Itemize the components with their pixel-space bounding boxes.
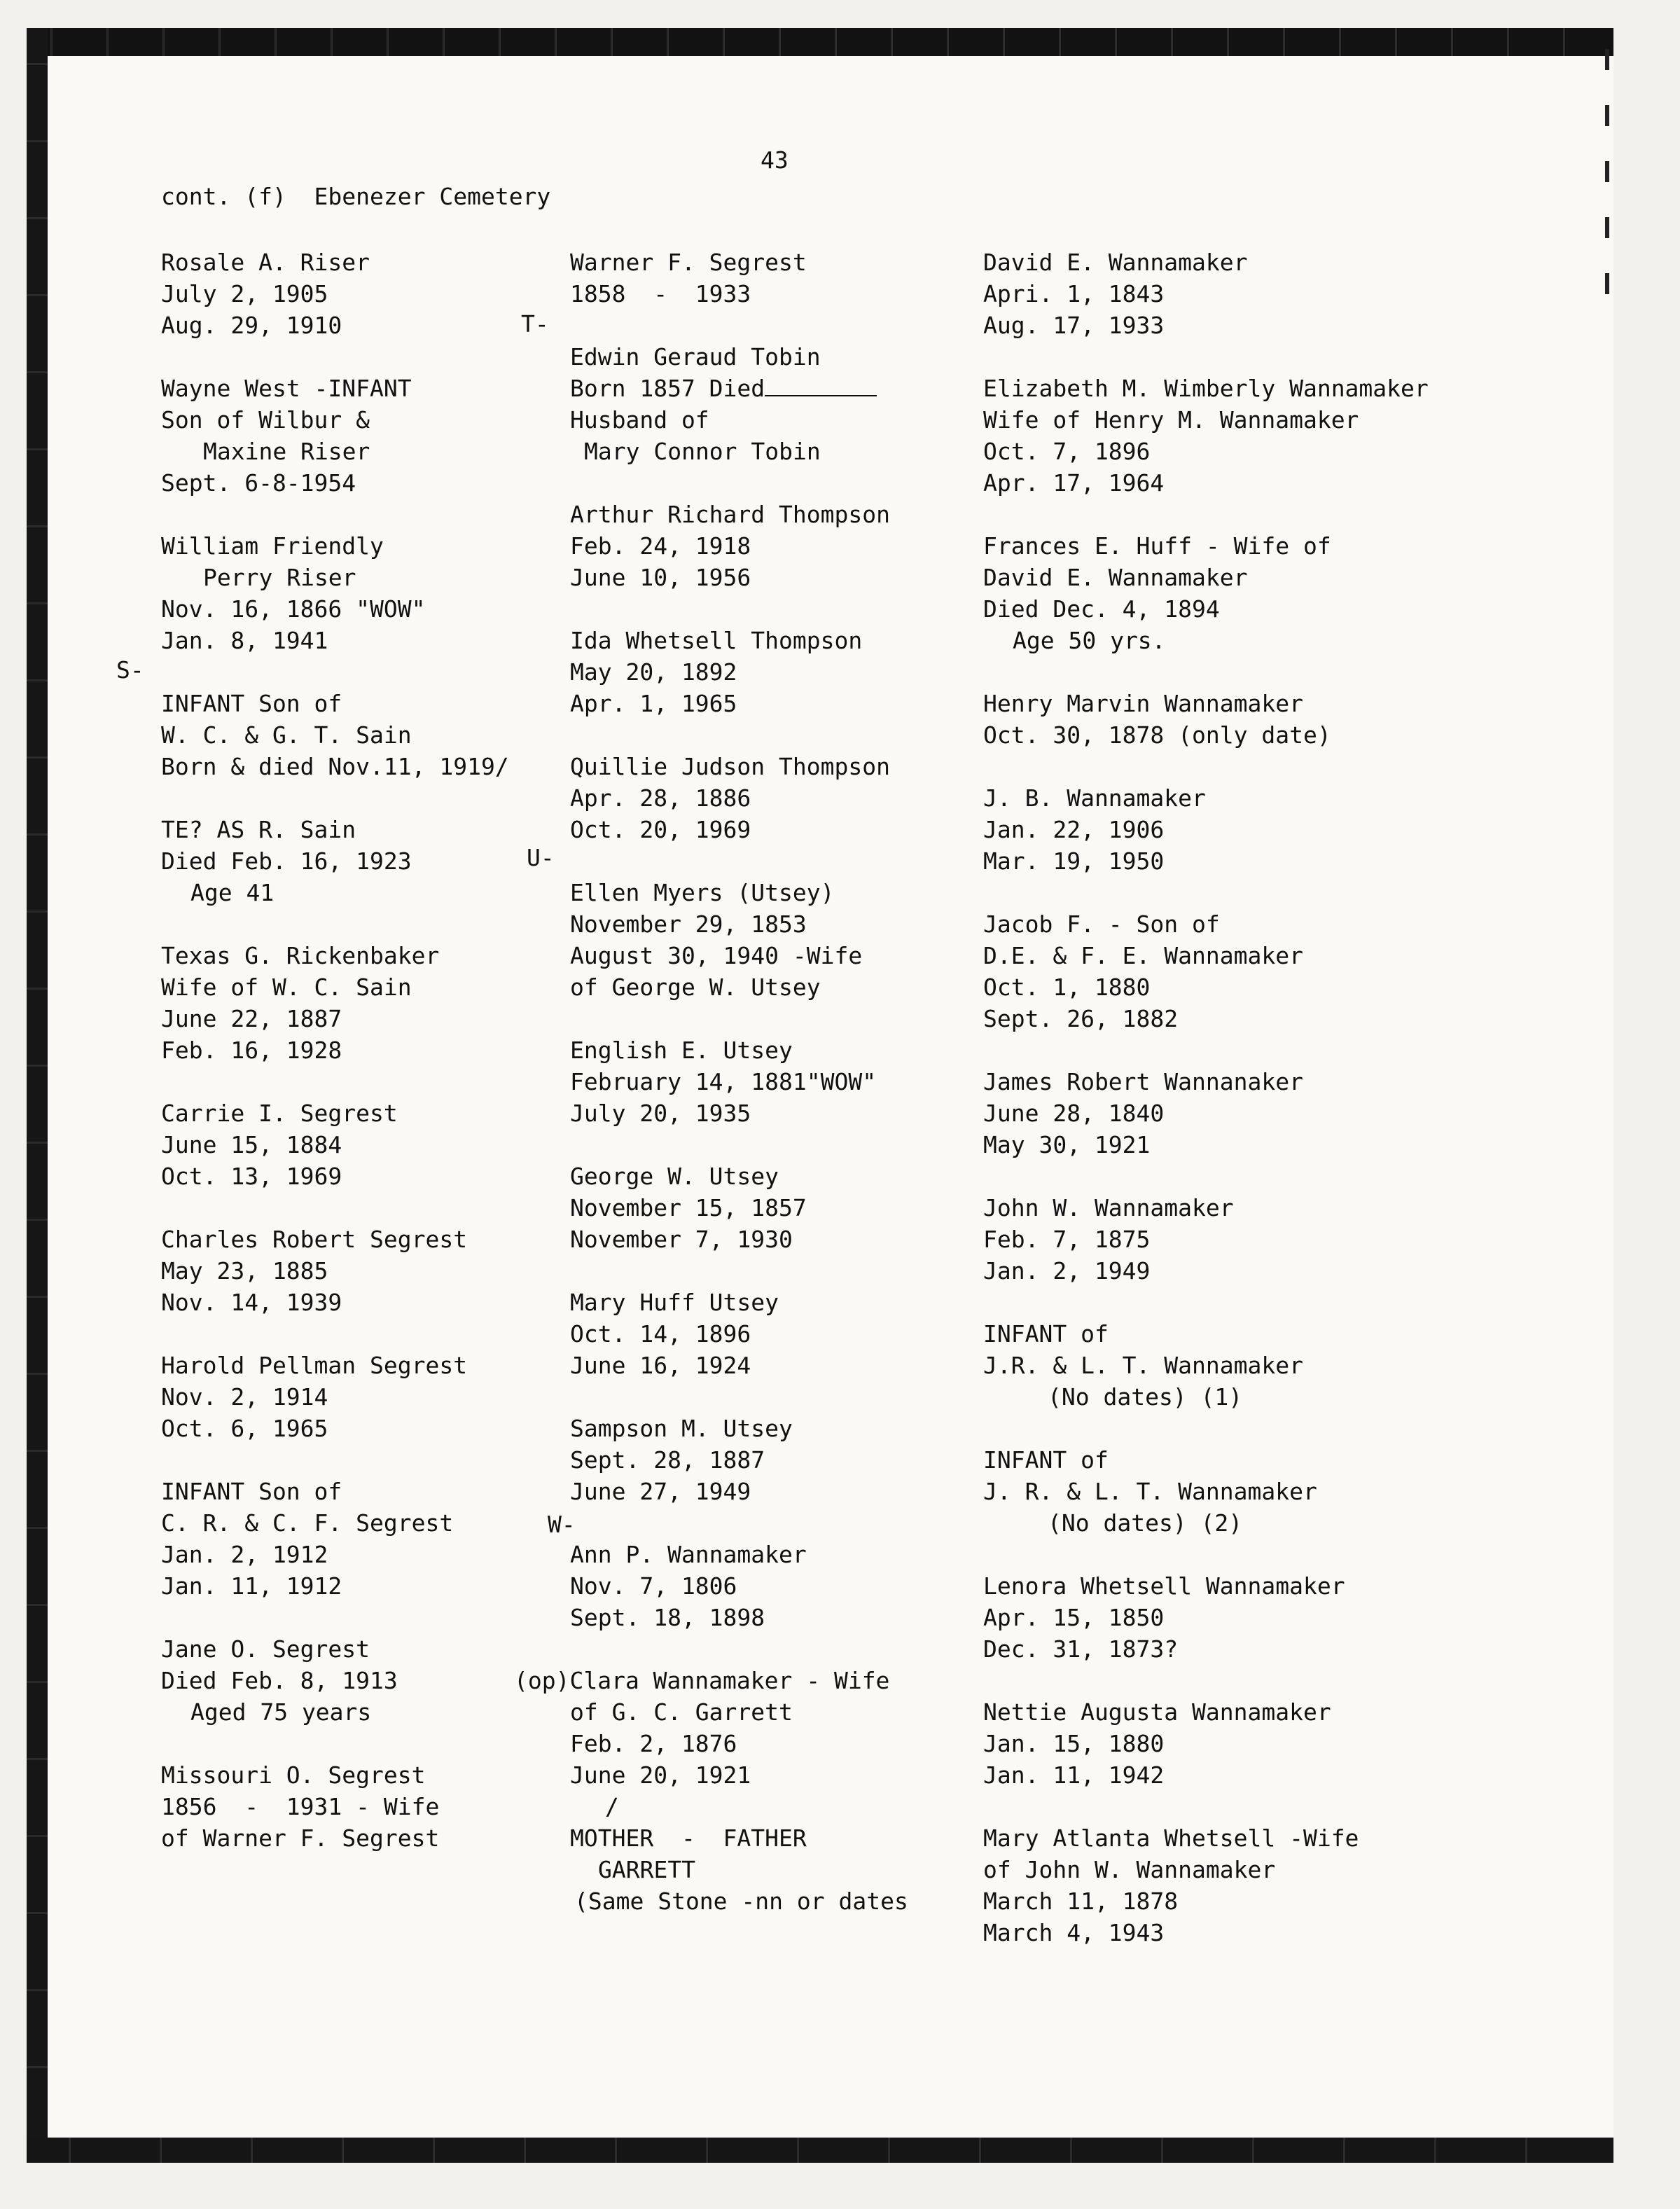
burial-entry [161,1224,509,1318]
entry-line: June 28, 1840 [983,1100,1165,1127]
left-column [161,247,509,1885]
entry-line: MOTHER - FATHER [570,1824,807,1852]
entry-line: Wife of Henry M. Wannamaker [983,406,1359,434]
entry-name: David E. Wannamaker [983,249,1248,276]
entry-line: Sept. 26, 1882 [983,1005,1179,1032]
burial-entry [161,373,509,499]
burial-entry [161,688,509,782]
entry-name: Nettie Augusta Wannamaker [983,1698,1331,1726]
entry-line: Mar. 19, 1950 [983,847,1165,875]
entry-line: Apr. 17, 1964 [983,469,1165,497]
burial-entry [983,373,1429,499]
entry-name: Warner F. Segrest [570,249,807,276]
entry-name: Missouri O. Segrest [161,1761,426,1789]
entry-line: of Warner F. Segrest [161,1824,440,1852]
entry-name: English E. Utsey [570,1037,793,1064]
right-column [983,247,1429,1980]
scan-border-top [27,28,1613,56]
entry-name: Wayne West -INFANT [161,375,412,402]
entry-line: March 11, 1878 [983,1888,1179,1915]
entry-line: Apri. 1, 1843 [983,280,1165,307]
entry-line: Jan. 2, 1949 [983,1257,1151,1284]
entry-line: Feb. 7, 1875 [983,1226,1151,1253]
entry-line: July 2, 1905 [161,280,328,307]
burial-entry [161,1633,509,1728]
entry-name: Quillie Judson Thompson [570,753,890,780]
entry-name: Edwin Geraud Tobin [570,343,821,371]
entry-line [570,373,908,404]
burial-entry [161,247,509,341]
entry-line: Oct. 30, 1878 (only date) [983,721,1331,749]
entry-line: Feb. 24, 1918 [570,532,751,560]
entry-line: Jan. 22, 1906 [983,816,1165,843]
burial-entry [983,1192,1429,1287]
entry-line: May 30, 1921 [983,1131,1151,1158]
page-number: 43 [761,146,789,174]
entry-line: Nov. 2, 1914 [161,1383,328,1411]
entry-line: Oct. 14, 1896 [570,1320,751,1348]
entry-line: Jan. 8, 1941 [161,627,328,654]
entry-line: August 30, 1940 -Wife [570,942,863,969]
entry-name: Harold Pellman Segrest [161,1352,468,1379]
entry-name: Frances E. Huff - Wife of [983,532,1331,560]
scan-right-edge-marks [1605,49,1609,301]
entry-line: November 29, 1853 [570,910,807,938]
entry-line: of G. C. Garrett [570,1698,793,1726]
entry-line: May 20, 1892 [570,658,737,686]
entry-name: Mary Huff Utsey [570,1289,779,1316]
burial-entry [161,814,509,908]
entry-line: D.E. & F. E. Wannamaker [983,942,1303,969]
burial-entry [983,1570,1429,1665]
entry-name: George W. Utsey [570,1163,779,1190]
margin-marker-t: T- [521,310,549,338]
section-header: cont. (f) Ebenezer Cemetery [161,183,551,210]
entry-name: Elizabeth M. Wimberly Wannamaker [983,375,1429,402]
entry-line: June 22, 1887 [161,1005,342,1032]
burial-entry [161,940,509,1066]
entry-line: Apr. 28, 1886 [570,784,751,812]
burial-entry [161,1097,509,1192]
entry-line: W. C. & G. T. Sain [161,721,412,749]
burial-entry [570,341,908,467]
entry-name: INFANT Son of [161,1478,342,1505]
entry-line: Died Dec. 4, 1894 [983,595,1220,623]
entry-line: Sept. 18, 1898 [570,1604,765,1631]
middle-column [514,247,908,1948]
entry-line: November 7, 1930 [570,1226,793,1253]
entry-line: March 4, 1943 [983,1919,1165,1946]
entry-line: June 27, 1949 [570,1478,751,1505]
entry-line: Nov. 16, 1866 "WOW" [161,595,426,623]
burial-entry [570,499,908,593]
entry-line: Wife of W. C. Sain [161,974,412,1001]
scan-border-left [27,28,48,2157]
entry-name: John W. Wannamaker [983,1194,1234,1221]
entry-name: Arthur Richard Thompson [570,501,890,528]
entry-line: Born & died Nov.11, 1919/ [161,753,509,780]
burial-entry [570,877,908,1003]
blank-death-date-line [765,373,877,396]
entry-line: Apr. 15, 1850 [983,1604,1165,1631]
entry-name: INFANT Son of [161,690,342,717]
entry-line: Aug. 17, 1933 [983,312,1165,339]
burial-entry [983,1696,1429,1791]
entry-line: Oct. 20, 1969 [570,816,751,843]
entry-line: / [605,1793,619,1820]
entry-line: Oct. 7, 1896 [983,438,1151,465]
entry-line: Age 41 [190,879,275,906]
entry-line: Sept. 6-8-1954 [161,469,356,497]
entry-line: Maxine Riser [203,438,370,465]
entry-name: Lenora Whetsell Wannamaker [983,1572,1345,1600]
entry-name: TE? AS R. Sain [161,816,356,843]
entry-line: David E. Wannamaker [983,564,1248,591]
entry-name: James Robert Wannanaker [983,1068,1303,1095]
entry-line: Aged 75 years [190,1698,372,1726]
entry-line: Feb. 16, 1928 [161,1037,342,1064]
entry-name: Charles Robert Segrest [161,1226,468,1253]
entry-line: Dec. 31, 1873? [983,1635,1179,1663]
burial-entry [570,1287,908,1381]
entry-line: February 14, 1881"WOW" [570,1068,877,1095]
entry-line: of George W. Utsey [570,974,821,1001]
entry-line: Oct. 6, 1965 [161,1415,328,1442]
entry-line: J.R. & L. T. Wannamaker [983,1352,1303,1379]
burial-entry [983,530,1429,656]
entry-line: Jan. 2, 1912 [161,1541,328,1568]
entry-line: J. R. & L. T. Wannamaker [983,1478,1317,1505]
entry-line: July 20, 1935 [570,1100,751,1127]
burial-entry [983,782,1429,877]
entry-name: Ann P. Wannamaker [570,1541,807,1568]
entry-line: Husband of [570,406,709,434]
entry-line: June 20, 1921 [570,1761,751,1789]
entry-name: (op)Clara Wannamaker - Wife [514,1667,890,1694]
entry-name: Ida Whetsell Thompson [570,627,863,654]
entry-line: Feb. 2, 1876 [570,1730,737,1757]
entry-name: Mary Atlanta Whetsell -Wife [983,1824,1359,1852]
entry-line: May 23, 1885 [161,1257,328,1284]
margin-marker-w: W- [548,1511,576,1538]
burial-entry [161,1476,509,1602]
entry-line-text: Born 1857 Died [570,375,765,402]
entry-line: Age 50 yrs. [1013,627,1166,654]
entry-line: Perry Riser [203,564,356,591]
entry-line: Died Feb. 8, 1913 [161,1667,398,1694]
burial-entry [570,1034,908,1129]
burial-entry [161,530,509,656]
entry-line: June 10, 1956 [570,564,751,591]
entry-line: Nov. 7, 1806 [570,1572,737,1600]
margin-marker-u: U- [527,844,555,871]
burial-entry [570,1161,908,1255]
entry-line: C. R. & C. F. Segrest [161,1509,454,1537]
entry-line: Mary Connor Tobin [584,438,821,465]
entry-name: Texas G. Rickenbaker [161,942,440,969]
entry-name: Sampson M. Utsey [570,1415,793,1442]
entry-line: of John W. Wannamaker [983,1856,1276,1883]
entry-line: Nov. 14, 1939 [161,1289,342,1316]
burial-entry [983,908,1429,1034]
entry-name: Jane O. Segrest [161,1635,370,1663]
entry-line: (No dates) (2) [1048,1509,1243,1537]
entry-line: Jan. 11, 1942 [983,1761,1165,1789]
entry-line: Oct. 13, 1969 [161,1163,342,1190]
scan-border-bottom [27,2138,1613,2163]
margin-marker-s: S- [116,656,144,684]
burial-entry [570,1413,908,1507]
entry-line: Aug. 29, 1910 [161,312,342,339]
entry-line: Jan. 11, 1912 [161,1572,342,1600]
entry-name: Henry Marvin Wannamaker [983,690,1303,717]
entry-line: Sept. 28, 1887 [570,1446,765,1474]
burial-entry [161,1759,509,1854]
entry-line: (Same Stone -nn or dates [574,1888,908,1915]
entry-line: Jan. 15, 1880 [983,1730,1165,1757]
entry-name: INFANT of [983,1446,1109,1474]
entry-name: Carrie I. Segrest [161,1100,398,1127]
entry-name: INFANT of [983,1320,1109,1348]
burial-entry [983,1822,1429,1948]
entry-line: 1858 - 1933 [570,280,751,307]
entry-line: November 15, 1857 [570,1194,807,1221]
entry-line: Apr. 1, 1965 [570,690,737,717]
entry-name: Ellen Myers (Utsey) [570,879,835,906]
entry-name: Rosale A. Riser [161,249,370,276]
entry-name: William Friendly [161,532,384,560]
burial-entry [161,1350,509,1444]
entry-line: Oct. 1, 1880 [983,974,1151,1001]
burial-entry [514,1665,908,1917]
entry-line: (No dates) (1) [1048,1383,1243,1411]
entry-line: Son of Wilbur & [161,406,370,434]
entry-name: Jacob F. - Son of [983,910,1220,938]
burial-entry [983,247,1429,341]
burial-entry [570,751,908,845]
entry-line: Died Feb. 16, 1923 [161,847,412,875]
burial-entry [983,1066,1429,1161]
burial-entry [570,625,908,719]
burial-entry [570,247,908,310]
burial-entry [983,688,1429,751]
burial-entry [983,1444,1429,1539]
burial-entry [983,1318,1429,1413]
burial-entry [570,1539,908,1633]
entry-line: June 16, 1924 [570,1352,751,1379]
entry-line: 1856 - 1931 - Wife [161,1793,440,1820]
entry-line: GARRETT [598,1856,696,1883]
entry-name: J. B. Wannamaker [983,784,1206,812]
entry-line: June 15, 1884 [161,1131,342,1158]
